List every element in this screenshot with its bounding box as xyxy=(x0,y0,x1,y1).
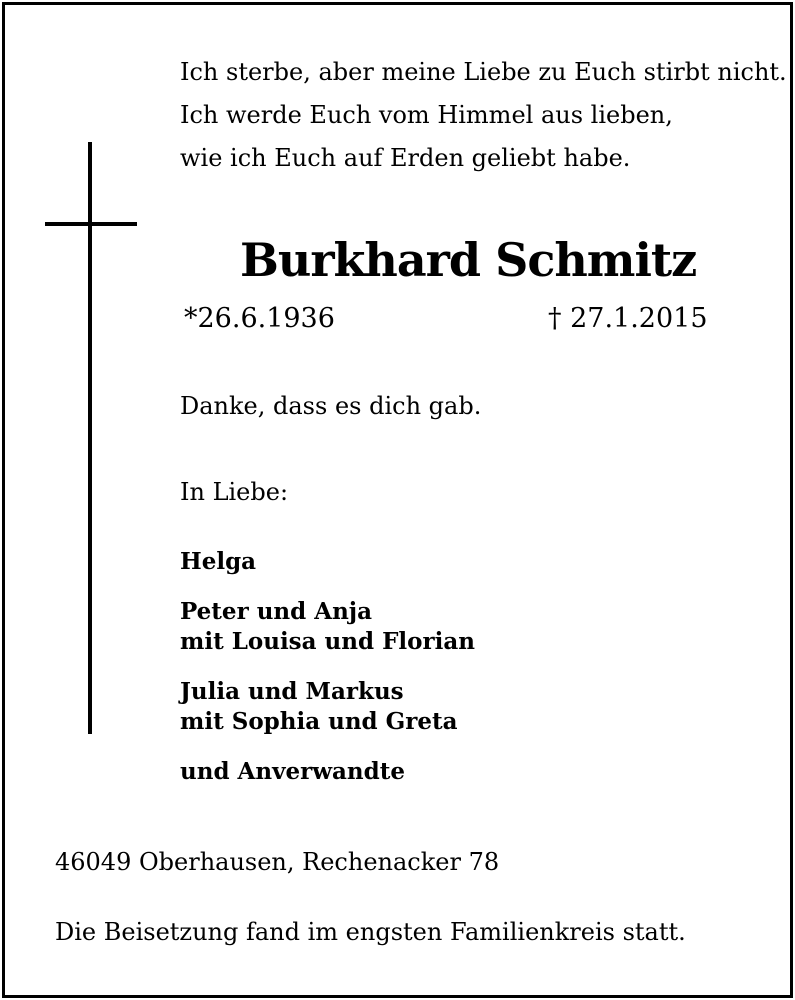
death-date: † 27.1.2015 xyxy=(548,303,708,334)
mourner-relatives: und Anverwandte xyxy=(180,758,405,785)
mourner-name: Julia und Markus xyxy=(180,678,404,705)
verse-line-3: wie ich Euch auf Erden geliebt habe. xyxy=(180,144,631,172)
cross-horizontal-bar xyxy=(45,222,137,226)
birth-date: *26.6.1936 xyxy=(184,303,335,334)
mourner-name: Helga xyxy=(180,548,257,575)
thanks-text: Danke, dass es dich gab. xyxy=(180,392,482,420)
verse-line-2: Ich werde Euch vom Himmel aus lieben, xyxy=(180,101,673,129)
address-text: 46049 Oberhausen, Rechenacker 78 xyxy=(55,848,500,876)
cross-vertical-bar xyxy=(88,142,92,734)
funeral-notice: Die Beisetzung fand im engsten Familienkreis statt. xyxy=(55,918,686,946)
in-love-text: In Liebe: xyxy=(180,478,289,506)
verse-line-1: Ich sterbe, aber meine Liebe zu Euch stirbt nicht. xyxy=(180,58,787,86)
mourner-children: mit Louisa und Florian xyxy=(180,628,475,655)
mourner-name: Peter und Anja xyxy=(180,598,373,625)
mourner-children: mit Sophia und Greta xyxy=(180,708,458,735)
deceased-name: Burkhard Schmitz xyxy=(240,233,697,287)
